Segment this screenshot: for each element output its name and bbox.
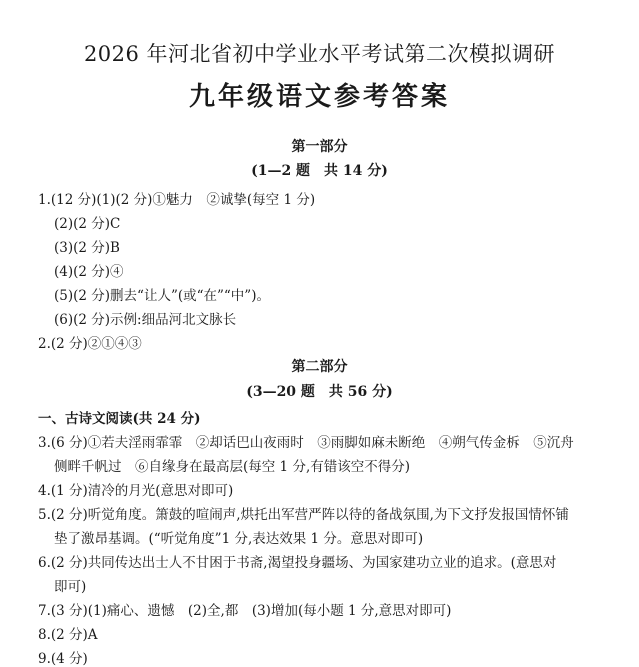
answer-line: 5.(2 分)听觉角度。箫鼓的喧闹声,烘托出军营严阵以待的备战氛围,为下文抒发报国情怀铺: [38, 507, 569, 523]
answer-line: (4)(2 分)④: [54, 264, 124, 280]
part2-heading: 第二部分: [291, 359, 348, 375]
answer-line: 6.(2 分)共同传达出士人不甘困于书斋,渴望投身疆场、为国家建功立业的追求。(意思对: [38, 555, 557, 571]
part2-range: (3—20 题 共 56 分): [246, 384, 393, 400]
answer-line: (3)(2 分)B: [54, 240, 120, 256]
section-heading: 一、古诗文阅读(共 24 分): [38, 411, 201, 427]
part1-range: (1—2 题 共 14 分): [251, 163, 388, 179]
answer-line: 4.(1 分)清冷的月光(意思对即可): [38, 483, 234, 499]
answer-line: 垫了激昂基调。(“听觉角度”1 分,表达效果 1 分。意思对即可): [54, 531, 424, 547]
answer-line: 2.(2 分)②①④③: [38, 336, 142, 352]
answer-key-title: 九年级语文参考答案: [188, 82, 450, 112]
answer-line: 3.(6 分)①若夫淫雨霏霏 ②却话巴山夜雨时 ③雨脚如麻未断绝 ④朔气传金柝 ⑤沉舟: [38, 435, 574, 451]
exam-title: 2026 年河北省初中学业水平考试第二次模拟调研: [83, 42, 556, 66]
answer-line: (6)(2 分)示例:细品河北文脉长: [54, 312, 237, 328]
answer-line: (2)(2 分)C: [54, 216, 121, 232]
answer-line: 8.(2 分)A: [38, 627, 98, 643]
part1-heading: 第一部分: [291, 139, 348, 155]
answer-line: 9.(4 分): [38, 651, 88, 667]
answer-line: 即可): [54, 579, 87, 595]
answer-line: 1.(12 分)(1)(2 分)①魅力 ②诚挚(每空 1 分): [38, 192, 316, 208]
answer-line: 侧畔千帆过 ⑥自缘身在最高层(每空 1 分,有错该空不得分): [54, 459, 410, 475]
answer-line: (5)(2 分)删去“让人”(或“在”“中”)。: [54, 288, 270, 304]
answer-line: 7.(3 分)(1)痛心、遗憾 (2)全,都 (3)增加(每小题 1 分,意思对即可): [38, 603, 452, 619]
